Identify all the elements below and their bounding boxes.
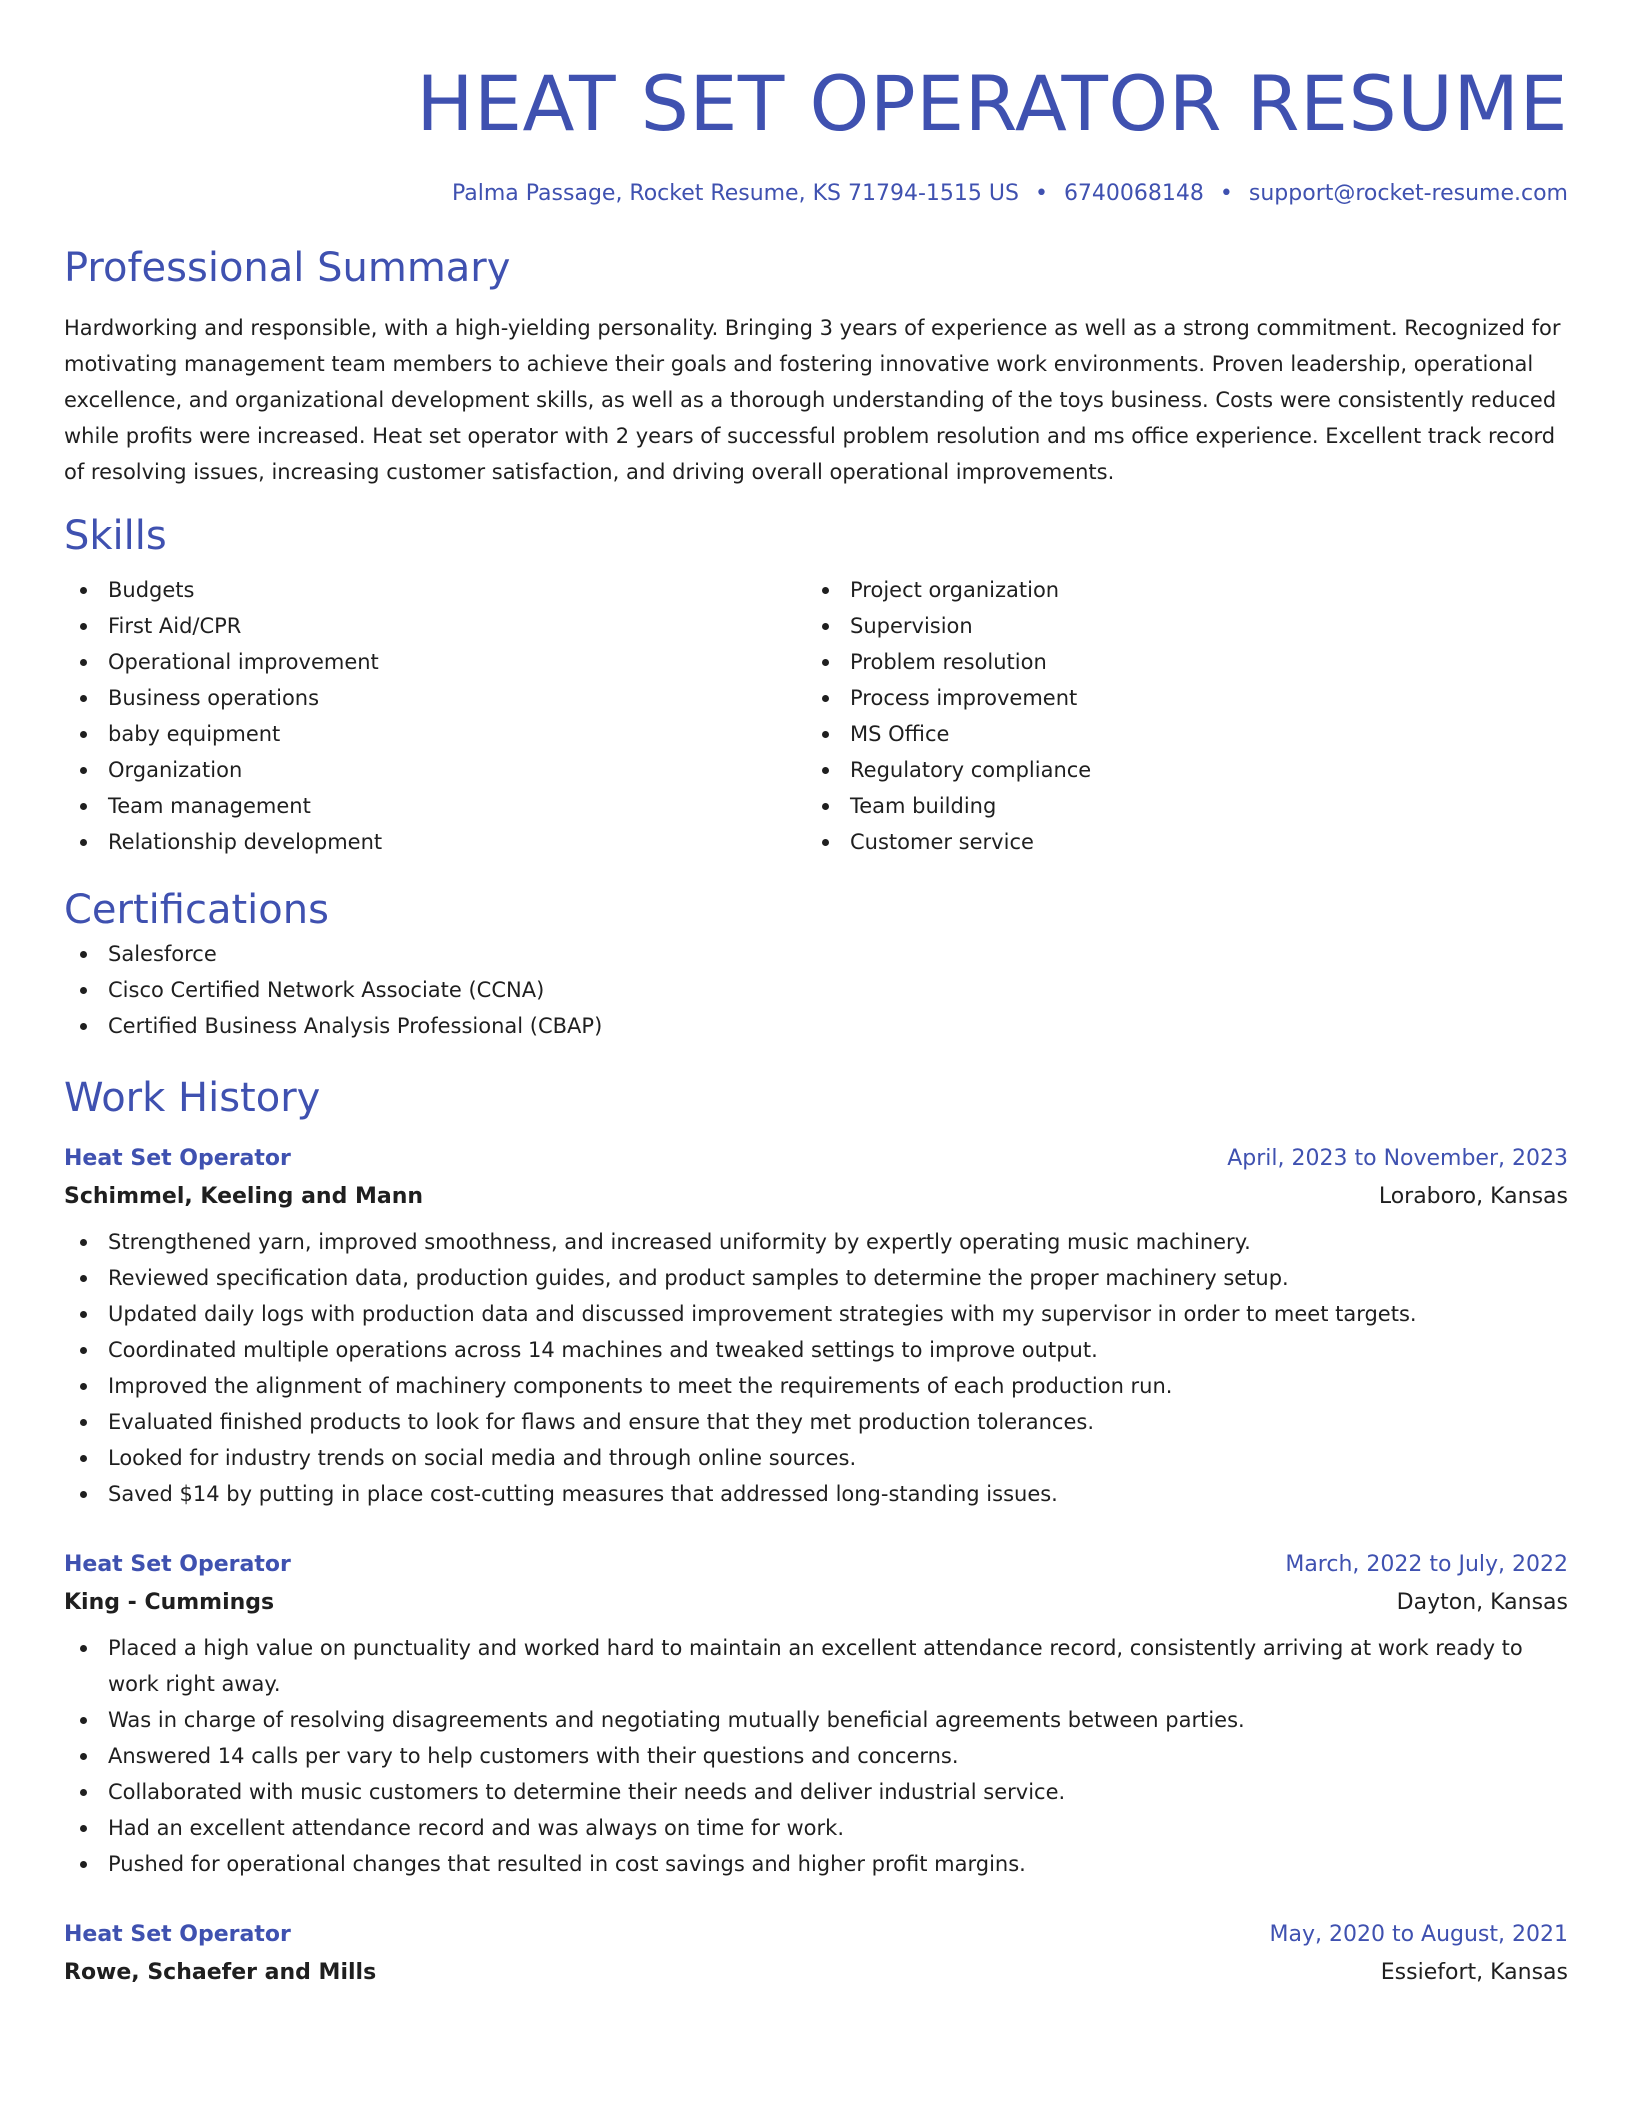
resume-page	[64, 0, 1568, 2000]
contact-address: Palma Passage, Rocket Resume, KS 71794-1515 US	[452, 181, 1019, 206]
bullet-icon	[80, 803, 87, 810]
skill-item	[64, 752, 806, 788]
contact-separator: •	[1219, 181, 1233, 206]
job-duty-text: Updated daily logs with production data and discussed improvement strategies with my supervisor in order to meet targets.	[108, 1302, 1417, 1326]
job-duty-text: Improved the alignment of machinery components to meet the requirements of each production run.	[108, 1374, 1173, 1398]
skill-item	[64, 824, 806, 860]
job-header	[64, 1922, 1568, 1960]
skill-item	[806, 644, 1548, 680]
job-duty	[64, 1440, 1568, 1476]
bullet-icon	[80, 767, 87, 774]
bullet-icon	[80, 1311, 87, 1318]
bullet-icon	[80, 1239, 87, 1246]
skill-item	[64, 644, 806, 680]
skill-item	[806, 716, 1548, 752]
skill-item	[806, 824, 1548, 860]
job-subheader	[64, 1960, 1568, 2000]
skill-item	[64, 788, 806, 824]
job-dates: April, 2023 to November, 2023	[1227, 1146, 1568, 1171]
skill-item	[806, 680, 1548, 716]
bullet-icon	[822, 659, 829, 666]
bullet-icon	[80, 1023, 87, 1030]
skills-columns	[64, 572, 1568, 860]
bullet-icon	[822, 839, 829, 846]
job-duty	[64, 1404, 1568, 1440]
skill-item	[64, 716, 806, 752]
contact-line	[64, 178, 1568, 210]
job-duty	[64, 1296, 1568, 1332]
skill-label: Problem resolution	[850, 650, 1047, 674]
job-duty-text: Had an excellent attendance record and was always on time for work.	[108, 1816, 845, 1840]
skill-label: First Aid/CPR	[108, 614, 242, 638]
bullet-icon	[80, 587, 87, 594]
job-duty	[64, 1332, 1568, 1368]
skill-item	[806, 788, 1548, 824]
job-subheader	[64, 1590, 1568, 1630]
bullet-icon	[80, 1419, 87, 1426]
bullet-icon	[80, 1491, 87, 1498]
bullet-icon	[80, 1861, 87, 1868]
job-entry	[64, 1922, 1568, 2000]
bullet-icon	[822, 587, 829, 594]
skill-label: Project organization	[850, 578, 1060, 602]
bullet-icon	[80, 987, 87, 994]
bullet-icon	[822, 623, 829, 630]
bullet-icon	[80, 1275, 87, 1282]
skill-item	[64, 680, 806, 716]
job-duty	[64, 1476, 1568, 1512]
skill-label: Budgets	[108, 578, 195, 602]
job-role: Heat Set Operator	[64, 1146, 291, 1171]
bullet-icon	[80, 731, 87, 738]
skills-list-right	[806, 572, 1548, 860]
job-duties-list	[64, 1224, 1568, 1512]
job-subheader	[64, 1184, 1568, 1224]
skills-column-left	[64, 572, 806, 860]
bullet-icon	[822, 803, 829, 810]
certification-label: Salesforce	[108, 942, 217, 966]
skills-list-left	[64, 572, 806, 860]
certification-item	[64, 936, 1568, 972]
job-company: King - Cummings	[64, 1590, 275, 1615]
job-entry	[64, 1146, 1568, 1512]
skill-label: Operational improvement	[108, 650, 379, 674]
job-dates: May, 2020 to August, 2021	[1269, 1922, 1568, 1947]
job-duties-list	[64, 1630, 1568, 1882]
job-role: Heat Set Operator	[64, 1922, 291, 1947]
bullet-icon	[822, 731, 829, 738]
summary-text: Hardworking and responsible, with a high-yielding personality. Bringing 3 years of experience as well as a strong commitment. Recognized for motivating management team members to achieve their goals and fostering innovative work environments. Proven leadership, operational excellence, and organizational development skills, as well as a thorough understanding of the toys business. Costs were consistently reduced while profits were increased. Heat set operator with 2 years of successful problem resolution and ms office experience. Excellent track record of resolving issues, increasing customer satisfaction, and driving overall operational improvements.	[64, 316, 1561, 484]
job-location: Loraboro, Kansas	[1378, 1184, 1568, 1209]
job-duty-text: Was in charge of resolving disagreements and negotiating mutually beneficial agreements between parties.	[108, 1708, 1245, 1732]
job-duty	[64, 1630, 1568, 1702]
bullet-icon	[80, 1789, 87, 1796]
job-duty-text: Strengthened yarn, improved smoothness, and increased uniformity by expertly operating music machinery.	[108, 1230, 1251, 1254]
certifications-heading: Certifications	[64, 887, 329, 933]
certification-label: Cisco Certified Network Associate (CCNA)	[108, 978, 545, 1002]
bullet-icon	[822, 767, 829, 774]
job-role: Heat Set Operator	[64, 1552, 291, 1577]
bullet-icon	[80, 1455, 87, 1462]
job-duty-text: Pushed for operational changes that resulted in cost savings and higher profit margins.	[108, 1852, 1026, 1876]
skill-label: Supervision	[850, 614, 973, 638]
contact-separator: •	[1034, 181, 1048, 206]
contact-phone: 6740068148	[1063, 181, 1204, 206]
job-entry	[64, 1552, 1568, 1882]
bullet-icon	[80, 623, 87, 630]
skill-label: Organization	[108, 758, 243, 782]
job-duty-text: Placed a high value on punctuality and worked hard to maintain an excellent attendance record, consistently arriving at work ready to work right away.	[108, 1636, 1523, 1696]
skill-label: Business operations	[108, 686, 320, 710]
job-location: Essiefort, Kansas	[1380, 1960, 1568, 1985]
bullet-icon	[80, 1825, 87, 1832]
certification-item	[64, 972, 1568, 1008]
skill-label: baby equipment	[108, 722, 281, 746]
job-duty	[64, 1774, 1568, 1810]
bullet-icon	[822, 695, 829, 702]
resume-title: HEAT SET OPERATOR RESUME	[416, 59, 1568, 148]
job-duty-text: Answered 14 calls per vary to help customers with their questions and concerns.	[108, 1744, 959, 1768]
contact-email[interactable]: support@rocket-resume.com	[1248, 181, 1568, 206]
job-header	[64, 1552, 1568, 1590]
bullet-icon	[80, 1645, 87, 1652]
certification-label: Certified Business Analysis Professional (CBAP)	[108, 1014, 603, 1038]
skill-item	[64, 572, 806, 608]
job-duty	[64, 1224, 1568, 1260]
skills-column-right	[806, 572, 1548, 860]
skills-heading: Skills	[64, 513, 167, 559]
skill-item	[806, 752, 1548, 788]
summary-heading: Professional Summary	[64, 245, 511, 291]
bullet-icon	[80, 659, 87, 666]
work-history-heading: Work History	[64, 1075, 321, 1121]
bullet-icon	[80, 951, 87, 958]
bullet-icon	[80, 1383, 87, 1390]
job-location: Dayton, Kansas	[1396, 1590, 1568, 1615]
job-duty-text: Looked for industry trends on social media and through online sources.	[108, 1446, 857, 1470]
job-duty	[64, 1368, 1568, 1404]
job-dates: March, 2022 to July, 2022	[1285, 1552, 1568, 1577]
job-header	[64, 1146, 1568, 1184]
skill-label: Process improvement	[850, 686, 1078, 710]
skill-label: MS Office	[850, 722, 950, 746]
job-duty-text: Evaluated finished products to look for flaws and ensure that they met production tolerances.	[108, 1410, 1095, 1434]
bullet-icon	[80, 1717, 87, 1724]
skill-label: Team building	[850, 794, 997, 818]
skill-label: Customer service	[850, 830, 1034, 854]
job-duty-text: Collaborated with music customers to determine their needs and deliver industrial service.	[108, 1780, 1066, 1804]
bullet-icon	[80, 1347, 87, 1354]
bullet-icon	[80, 1753, 87, 1760]
job-company: Schimmel, Keeling and Mann	[64, 1184, 424, 1209]
job-duty-text: Coordinated multiple operations across 14 machines and tweaked settings to improve output.	[108, 1338, 1098, 1362]
certifications-list	[64, 936, 1568, 1044]
skill-item	[806, 608, 1548, 644]
skill-item	[806, 572, 1548, 608]
job-duty	[64, 1702, 1568, 1738]
job-duty-text: Reviewed specification data, production guides, and product samples to determine the proper machinery setup.	[108, 1266, 1289, 1290]
job-duty	[64, 1738, 1568, 1774]
job-duty-text: Saved $14 by putting in place cost-cutting measures that addressed long-standing issues.	[108, 1482, 1058, 1506]
skill-item	[64, 608, 806, 644]
job-duty	[64, 1260, 1568, 1296]
job-duty	[64, 1810, 1568, 1846]
skill-label: Team management	[108, 794, 311, 818]
job-duty	[64, 1846, 1568, 1882]
bullet-icon	[80, 695, 87, 702]
bullet-icon	[80, 839, 87, 846]
skill-label: Relationship development	[108, 830, 383, 854]
skill-label: Regulatory compliance	[850, 758, 1092, 782]
job-company: Rowe, Schaefer and Mills	[64, 1960, 377, 1985]
certification-item	[64, 1008, 1568, 1044]
